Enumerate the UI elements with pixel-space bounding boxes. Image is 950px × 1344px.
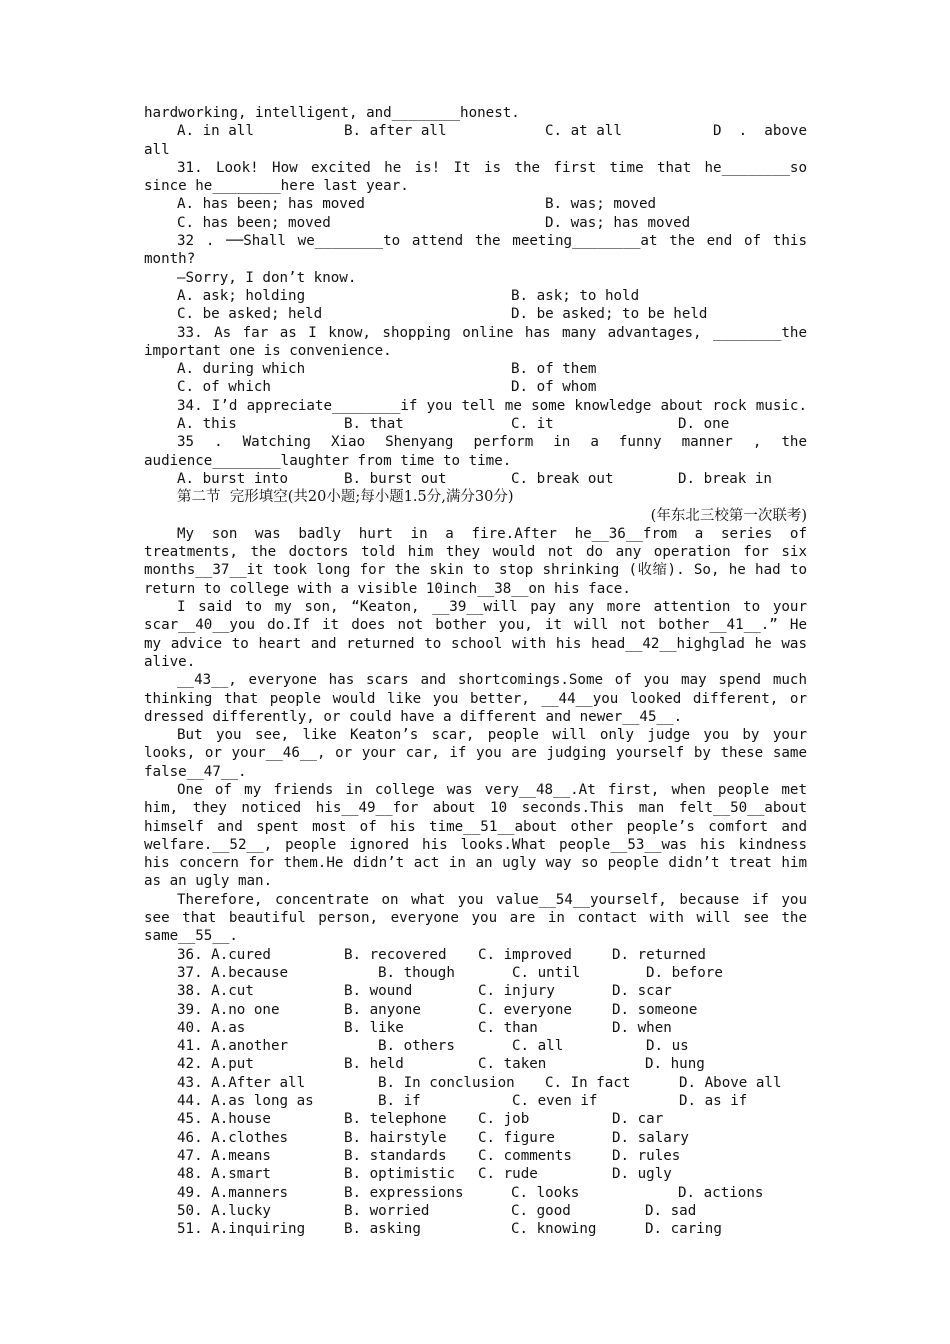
answer-row-43 — [144, 1074, 807, 1092]
q35-option-a: A. burst into — [177, 470, 289, 487]
passage-line: But you see, like Keaton’s scar, people will only judge you by your — [177, 727, 807, 744]
passage-line: false__47__. — [144, 763, 247, 780]
answer-option-d: D. caring — [645, 1221, 722, 1238]
answer-option-c: C. knowing — [511, 1221, 597, 1238]
q33-option-a: A. during which — [177, 361, 306, 378]
q33-option-c: C. of which — [177, 379, 271, 396]
passage-line: One of my friends in college was very__48__.At first, when people met — [177, 781, 807, 798]
answer-option-b: B. others — [378, 1038, 455, 1055]
answer-option-d: D. actions — [678, 1184, 764, 1201]
q34-options — [144, 415, 807, 433]
q32-stem: 32 . ──Shall we________to attend the meeting________at the end of this — [177, 233, 807, 250]
passage-line: see that beautiful person, everyone you are in contact with will see the — [144, 910, 807, 927]
answer-row-49 — [144, 1184, 807, 1202]
answer-option-c: C. all — [512, 1038, 564, 1055]
answer-row-46 — [144, 1129, 807, 1147]
passage-line: My son was badly hurt in a fire.After he__36__from a series of — [177, 525, 807, 542]
answer-option-d: D. returned — [612, 946, 706, 963]
answer-option-b: B. In conclusion — [378, 1074, 515, 1091]
answer-row-47 — [144, 1147, 807, 1165]
answer-option-c: C. rude — [478, 1166, 538, 1183]
answer-option-b: B. hairstyle — [344, 1129, 447, 1146]
q33-stem-cont: important one is convenience. — [144, 342, 392, 359]
q31-stem-cont: since he________here last year. — [144, 178, 409, 195]
q33-option-b: B. of them — [511, 361, 597, 378]
answer-row-37 — [144, 964, 807, 982]
answer-option-a: 42. A.put — [177, 1056, 254, 1073]
q30-option-c: C. at all — [545, 123, 622, 140]
q35-option-b: B. burst out — [344, 470, 447, 487]
answer-option-a: 40. A.as — [177, 1019, 246, 1036]
answer-option-d: D. before — [646, 964, 723, 981]
q31-option-b: B. was; moved — [545, 196, 657, 213]
answer-option-a: 44. A.as long as — [177, 1093, 314, 1110]
answer-option-b: B. anyone — [344, 1001, 421, 1018]
passage-line: his concern for them.He didn’t act in an ugly way so people didn’t treat him — [144, 855, 807, 872]
q31-stem: 31. Look! How excited he is! It is the first time that he________so — [177, 159, 807, 176]
answer-option-a: 51. A.inquiring — [177, 1221, 306, 1238]
q31-option-c: C. has been; moved — [177, 214, 331, 231]
answer-option-c: C. taken — [478, 1056, 547, 1073]
answer-option-c: C. job — [478, 1111, 530, 1128]
answer-row-36 — [144, 946, 807, 964]
q32-options-row2 — [144, 305, 807, 323]
answer-option-c: C. even if — [512, 1093, 598, 1110]
answer-row-44 — [144, 1092, 807, 1110]
answer-option-d: D. when — [612, 1019, 672, 1036]
answer-option-b: B. telephone — [344, 1111, 447, 1128]
answer-row-41 — [144, 1037, 807, 1055]
passage-line: same__55__. — [144, 928, 238, 945]
q34-option-c: C. it — [511, 416, 554, 433]
answer-option-d: D. us — [646, 1038, 689, 1055]
passage-line: dressed differently, or could have a different and newer__45__. — [144, 708, 683, 725]
q30-option-d-end: all — [144, 141, 170, 158]
answer-option-b: B. though — [378, 964, 455, 981]
q32-option-b: B. ask; to hold — [511, 287, 640, 304]
q35-stem: 35 . Watching Xiao Shenyang perform in a funny manner , the — [177, 434, 807, 451]
answer-row-40 — [144, 1019, 807, 1037]
q34-stem: 34. I’d appreciate________if you tell me some knowledge about rock music. — [177, 397, 807, 414]
passage-line: treatments, the doctors told him they would not do any operation for six — [144, 544, 807, 561]
answer-option-d: D. Above all — [679, 1074, 782, 1091]
answer-option-d: D. ugly — [612, 1166, 672, 1183]
passage-line: Therefore, concentrate on what you value__54__yourself, because if you — [177, 891, 807, 908]
answer-option-d: D. as if — [679, 1093, 748, 1110]
passage-line: thinking that people would like you better, __44__you looked different, or — [144, 690, 807, 707]
q32-option-c: C. be asked; held — [177, 306, 323, 323]
answer-option-b: B. expressions — [344, 1184, 464, 1201]
answer-option-c: C. comments — [478, 1147, 572, 1164]
q30-stem-end: hardworking, intelligent, and________honest. — [144, 105, 520, 121]
q31-option-d: D. was; has moved — [545, 214, 691, 231]
answer-option-a: 38. A.cut — [177, 983, 254, 1000]
q31-option-a: A. has been; has moved — [177, 196, 365, 213]
q32-option-d: D. be asked; to be held — [511, 306, 708, 323]
source-note: (年东北三校第一次联考) — [650, 507, 807, 524]
answer-option-b: B. like — [344, 1019, 404, 1036]
answer-option-a: 50. A.lucky — [177, 1202, 271, 1219]
passage-line: alive. — [144, 653, 196, 670]
q35-option-c: C. break out — [511, 470, 614, 487]
answer-option-a: 46. A.clothes — [177, 1129, 289, 1146]
answer-option-b: B. if — [378, 1093, 421, 1110]
answer-option-a: 45. A.house — [177, 1111, 271, 1128]
answer-option-a: 47. A.means — [177, 1147, 271, 1164]
answer-option-c: C. improved — [478, 946, 572, 963]
answer-option-b: B. held — [344, 1056, 404, 1073]
q34-option-d: D. one — [678, 416, 730, 433]
q33-option-d: D. of whom — [511, 379, 597, 396]
answer-option-a: 43. A.After all — [177, 1074, 306, 1091]
passage-line: as an ugly man. — [144, 873, 273, 890]
answer-option-a: 41. A.another — [177, 1038, 289, 1055]
answer-option-c: C. looks — [511, 1184, 580, 1201]
answer-row-42 — [144, 1055, 807, 1073]
q32-option-a: A. ask; holding — [177, 287, 306, 304]
answer-option-c: C. than — [478, 1019, 538, 1036]
q30-option-d: D . above — [713, 123, 807, 140]
passage-line: himself and spent most of his time__51__about other people’s comfort and — [144, 818, 807, 835]
answer-option-d: D. someone — [612, 1001, 698, 1018]
answer-option-b: B. standards — [344, 1147, 447, 1164]
answer-option-b: B. optimistic — [344, 1166, 456, 1183]
answer-option-d: D. salary — [612, 1129, 689, 1146]
passage-line: welfare.__52__, people ignored his looks.What people__53__was his kindness — [144, 836, 807, 853]
passage-line: scar__40__you do.If it does not bother you, it will not bother__41__.” He — [144, 617, 807, 634]
answer-option-d: D. hung — [645, 1056, 705, 1073]
answer-row-50 — [144, 1202, 807, 1220]
q33-stem: 33. As far as I know, shopping online has many advantages, ________the — [177, 324, 807, 341]
passage-line: return to college with a visible 10inch__38__on his face. — [144, 580, 631, 597]
answer-option-c: C. good — [511, 1202, 571, 1219]
answer-option-d: D. car — [612, 1111, 664, 1128]
passage-line: looks, or your__46__, or your car, if you are judging yourself by these same — [144, 745, 807, 762]
q32-stem-cont: month? — [144, 251, 196, 268]
answer-option-d: D. scar — [612, 983, 672, 1000]
answer-option-a: 39. A.no one — [177, 1001, 280, 1018]
answer-option-b: B. worried — [344, 1202, 430, 1219]
answer-option-d: D. sad — [645, 1202, 697, 1219]
q31-options-row1 — [144, 195, 807, 213]
answer-option-c: C. injury — [478, 983, 555, 1000]
answer-option-b: B. wound — [344, 983, 413, 1000]
answer-option-d: D. rules — [612, 1147, 681, 1164]
answer-option-c: C. until — [512, 964, 581, 981]
q31-options-row2 — [144, 214, 807, 232]
section-heading: 第二节 完形填空(共20小题;每小题1.5分,满分30分) — [177, 489, 514, 506]
passage-line: him, they noticed his__49__for about 10 seconds.This man felt__50__about — [144, 800, 807, 817]
q32-reply: —Sorry, I don’t know. — [177, 269, 357, 286]
q33-options-row1 — [144, 360, 807, 378]
document-page — [144, 104, 807, 1238]
passage-line: I said to my son, “Keaton, __39__will pay any more attention to your — [177, 599, 807, 616]
q30-option-a: A. in all — [177, 123, 254, 140]
q35-option-d: D. break in — [678, 470, 772, 487]
answer-row-38 — [144, 982, 807, 1000]
answer-option-a: 37. A.because — [177, 964, 289, 981]
answer-option-c: C. In fact — [545, 1074, 631, 1091]
q32-options-row1 — [144, 287, 807, 305]
q35-stem-cont: audience________laughter from time to time. — [144, 452, 512, 469]
answer-options-list — [144, 946, 807, 1239]
answer-option-a: 49. A.manners — [177, 1184, 289, 1201]
answer-option-a: 36. A.cured — [177, 946, 271, 963]
q30-options — [144, 122, 807, 140]
answer-option-b: B. asking — [344, 1221, 421, 1238]
answer-row-39 — [144, 1001, 807, 1019]
q30-option-b: B. after all — [344, 123, 447, 140]
passage-line: my advice to heart and returned to school with his head__42__highglad he was — [144, 635, 807, 652]
answer-option-c: C. figure — [478, 1129, 555, 1146]
answer-option-a: 48. A.smart — [177, 1166, 271, 1183]
answer-row-51 — [144, 1220, 807, 1238]
answer-row-48 — [144, 1165, 807, 1183]
q34-option-b: B. that — [344, 416, 404, 433]
q33-options-row2 — [144, 378, 807, 396]
q35-options — [144, 470, 807, 488]
passage-line: months__37__it took long for the skin to stop shrinking (收缩). So, he had to — [144, 562, 807, 579]
answer-row-45 — [144, 1110, 807, 1128]
q34-option-a: A. this — [177, 416, 237, 433]
passage-line: __43__, everyone has scars and shortcomings.Some of you may spend much — [177, 672, 807, 689]
answer-option-b: B. recovered — [344, 946, 447, 963]
answer-option-c: C. everyone — [478, 1001, 572, 1018]
